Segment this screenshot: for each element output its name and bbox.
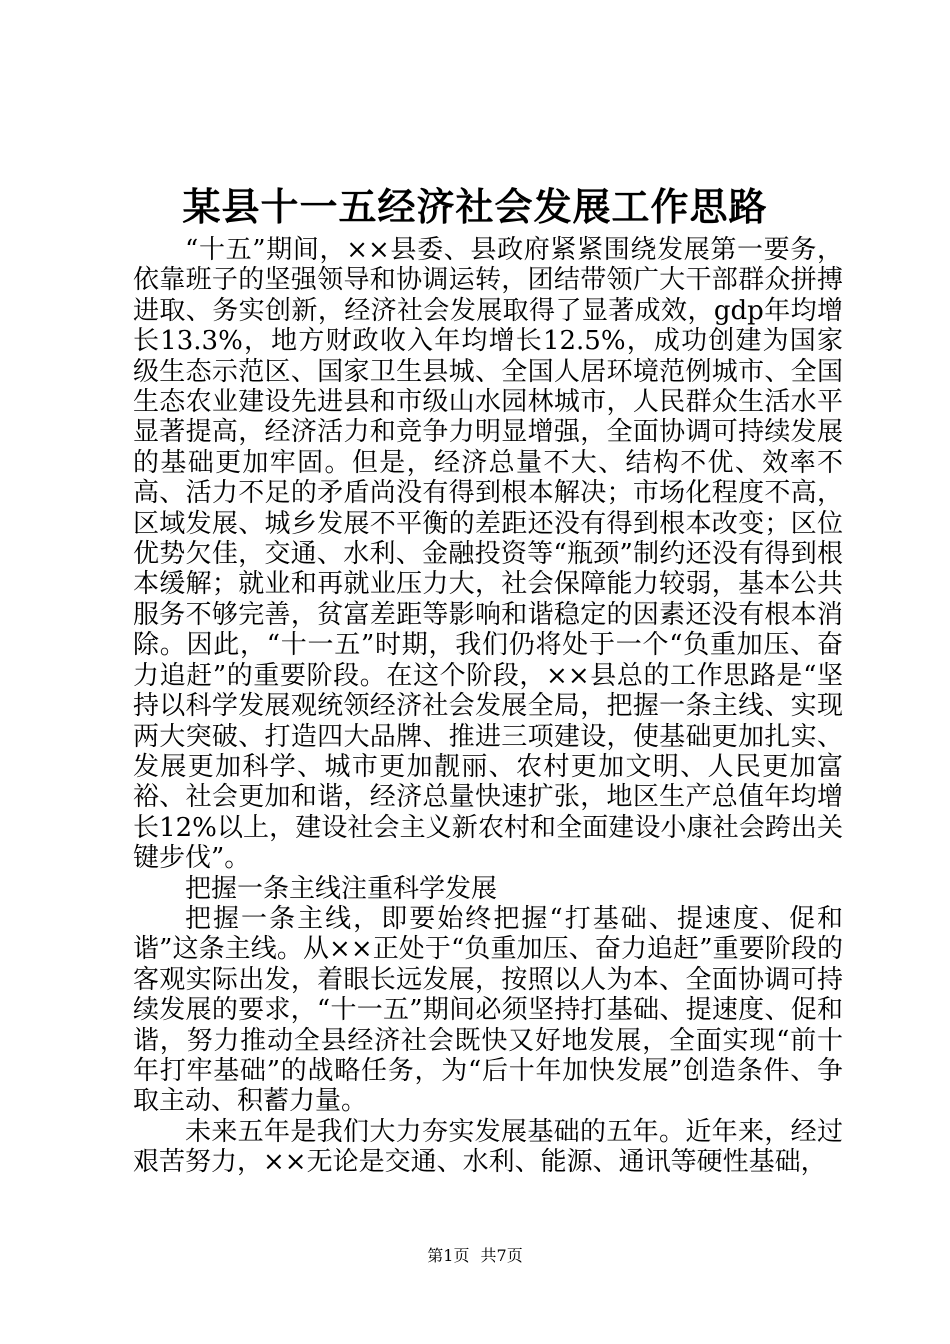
page-footer bbox=[0, 1244, 950, 1268]
page-total: 共7页 bbox=[480, 1246, 523, 1265]
section-heading: 把握一条主线注重科学发展 bbox=[185, 873, 498, 904]
page-number: 第1页 bbox=[427, 1246, 470, 1265]
paragraph-next-five-years: 未来五年是我们大力夯实发展基础的五年。近年来，经过艰苦努力，××无论是交通、水利、能源、通讯等硬性基础， bbox=[133, 1116, 843, 1178]
document-body bbox=[133, 235, 843, 1178]
paragraph-intro: “十五”期间，××县委、县政府紧紧围绕发展第一要务，依靠班子的坚强领导和协调运转，团结带领广大干部群众拼搏进取、务实创新，经济社会发展取得了显著成效，gdp年均增长13.3%，地方财政收入年均增长12.5%，成功创建为国家级生态示范区、国家卫生县城、全国人居环境范例城市、全国生态农业建设先进县和市级山水园林城市，人民群众生活水平显著提高，经济活力和竞争力明显增强，全面协调可持续发展的基础更加牢固。但是，经济总量不大、结构不优、效率不高、活力不足的矛盾尚没有得到根本解决；市场化程度不高，区域发展、城乡发展不平衡的差距还没有得到根本改变；区位优势欠佳，交通、水利、金融投资等“瓶颈”制约还没有得到根本缓解；就业和再就业压力大，社会保障能力较弱，基本公共服务不够完善，贫富差距等影响和谐稳定的因素还没有根本消除。因此，“十一五”时期，我们仍将处于一个“负重加压、奋力追赶”的重要阶段。在这个阶段，××县总的工作思路是“坚持以科学发展观统领经济社会发展全局，把握一条主线、实现两大突破、打造四大品牌、推进三项建设，使基础更加扎实、发展更加科学、城市更加靓丽、农村更加文明、人民更加富裕、社会更加和谐，经济总量快速扩张，地区生产总值年均增长12%以上，建设社会主义新农村和全面建设小康社会跨出关键步伐”。 bbox=[133, 235, 843, 874]
paragraph-main-line: 把握一条主线，即要始终把握“打基础、提速度、促和谐”这条主线。从××正处于“负重加压、奋力追赶”重要阶段的客观实际出发，着眼长远发展，按照以人为本、全面协调可持续发展的要求，“十一五”期间必须坚持打基础、提速度、促和谐，努力推动全县经济社会既快又好地发展，全面实现“前十年打牢基础”的战略任务，为“后十年加快发展”创造条件、争取主动、积蓄力量。 bbox=[133, 903, 843, 1117]
document-title: 某县十一五经济社会发展工作思路 bbox=[182, 184, 768, 229]
